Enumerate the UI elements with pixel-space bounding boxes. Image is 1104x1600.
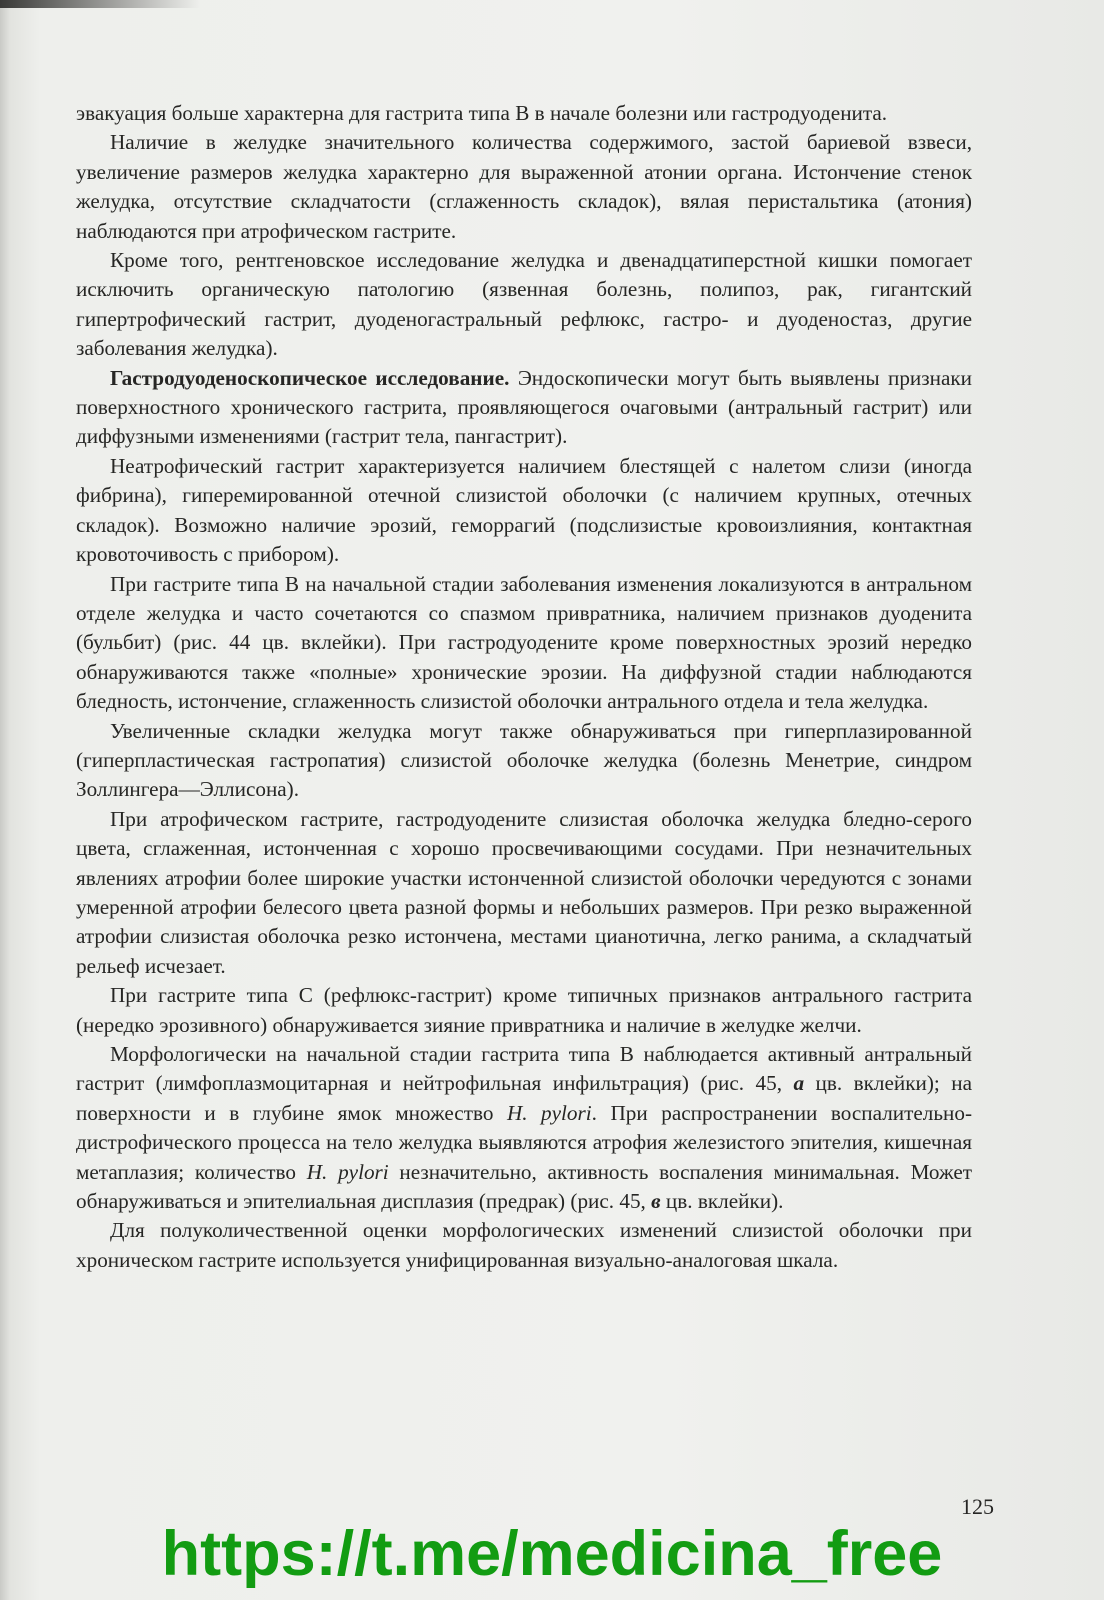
paragraph-4-text: Эндоскопически могут быть выявлены признаки поверхностного хронического гастрита, проявляющегося очаговыми (антральный гастрит) или диффузными изменениями (гастрит тела, пангастрит). xyxy=(76,365,972,449)
paragraph-8: При атрофическом гастрите, гастродуодените слизистая оболочка желудка бледно-серого цвета, сглаженная, истонченная с хорошо просвечивающими сосудами. При незначительных явлениях атрофии более широкие участки истонченной слизистой оболочки чередуются с зонами умеренной атрофии белесого цвета разной формы и небольших размеров. При резко выраженной атрофии слизистая оболочка резко истончена, местами цианотична, легко ранима, а складчатый рельеф исчезает. xyxy=(76,806,972,978)
watermark-link[interactable]: https://t.me/medicina_free xyxy=(161,1519,943,1589)
paragraph-9: При гастрите типа С (рефлюкс-гастрит) кроме типичных признаков антрального гастрита (нередко эрозивного) обнаруживается зияние привратника и наличие в желудке желчи. xyxy=(76,983,972,1037)
scan-edge-shadow xyxy=(0,0,200,8)
paragraph-6: При гастрите типа В на начальной стадии заболевания изменения локализуются в антральном отделе желудка и часто сочетаются со спазмом привратника, наличием признаков дуоденита (бульбит) (рис. 44 цв. вклейки). При гастродуодените кроме поверхностных эрозий нередко обнаруживаются также «полные» хронические эрозии. На диффузной стадии наблюдаются бледность, истончение, сглаженность слизистой оболочки антрального отдела и тела желудка. xyxy=(76,571,972,714)
figure-letter-a: а xyxy=(793,1071,805,1096)
page-number: 125 xyxy=(961,1494,994,1519)
section-heading: Гастродуоденоскопическое исследование. xyxy=(110,365,510,390)
paragraph-10-part-c: цв. вклейки); на поверхности и в глубине ямок множество xyxy=(76,1071,972,1125)
paragraph-2: Наличие в желудке значительного количества содержимого, застой бариевой взвеси, увеличение размеров желудка характерно для выраженной атонии органа. Истончение стенок желудка, отсутствие складчатости (сглаженность складок), вялая перистальтика (атония) наблюдаются при атрофическом гастрите. xyxy=(76,130,972,243)
paragraph-1: эвакуация больше характерна для гастрита типа В в начале болезни или гастродуоденита. xyxy=(76,101,888,125)
paragraph-3: Кроме того, рентгеновское исследование желудка и двенадцатиперстной кишки помогает исключить органическую патологию (язвенная болезнь, полипоз, рак, гигантский гипертрофический гастрит, дуоденогастральный рефлюкс, гастро- и дуоденостаз, другие заболевания желудка). xyxy=(76,248,972,361)
paragraph-10-part-i: цв. вклейки). xyxy=(660,1189,784,1214)
paragraph-4 xyxy=(76,364,972,452)
species-name: H. pylori xyxy=(306,1159,389,1184)
paragraph-11: Для полуколичественной оценки морфологических изменений слизистой оболочки при хроническом гастрите используется унифицированная визуально-аналоговая шкала. xyxy=(76,1218,972,1272)
paragraph-10-part-g: незначительно, активность воспаления минимальная. Может обнаруживаться и эпителиальная дисплазия (предрак) (рис. 45, xyxy=(76,1159,972,1214)
paragraph-10-part-e: . При распространении воспалительно-дистрофического процесса на тело желудка выявляются атрофия железистого эпителия, кишечная метаплазия; количество xyxy=(76,1100,972,1184)
paragraph-5: Неатрофический гастрит характеризуется наличием блестящей с налетом слизи (иногда фибрина), гиперемированной отечной слизистой оболочки (с наличием крупных, отечных складок). Возможно наличие эрозий, геморрагий (подслизистые кровоизлияния, контактная кровоточивость с прибором). xyxy=(76,453,972,567)
body-text xyxy=(76,99,972,1275)
paragraph-7: Увеличенные складки желудка могут также обнаруживаться при гиперплазированной (гиперпластическая гастропатия) слизистой оболочке желудка (болезнь Менетрие, синдром Золлингера—Эллисона). xyxy=(76,718,972,802)
figure-letter-v: в xyxy=(651,1189,661,1214)
species-name: H. pylori xyxy=(506,1100,592,1125)
paragraph-10 xyxy=(76,1040,972,1216)
paragraph-10-part-a: Морфологически на начальной стадии гастрита типа В наблюдается активный антральный гастрит (лимфоплазмоцитарная и нейтрофильная инфильтрация) (рис. 45, xyxy=(76,1042,972,1096)
